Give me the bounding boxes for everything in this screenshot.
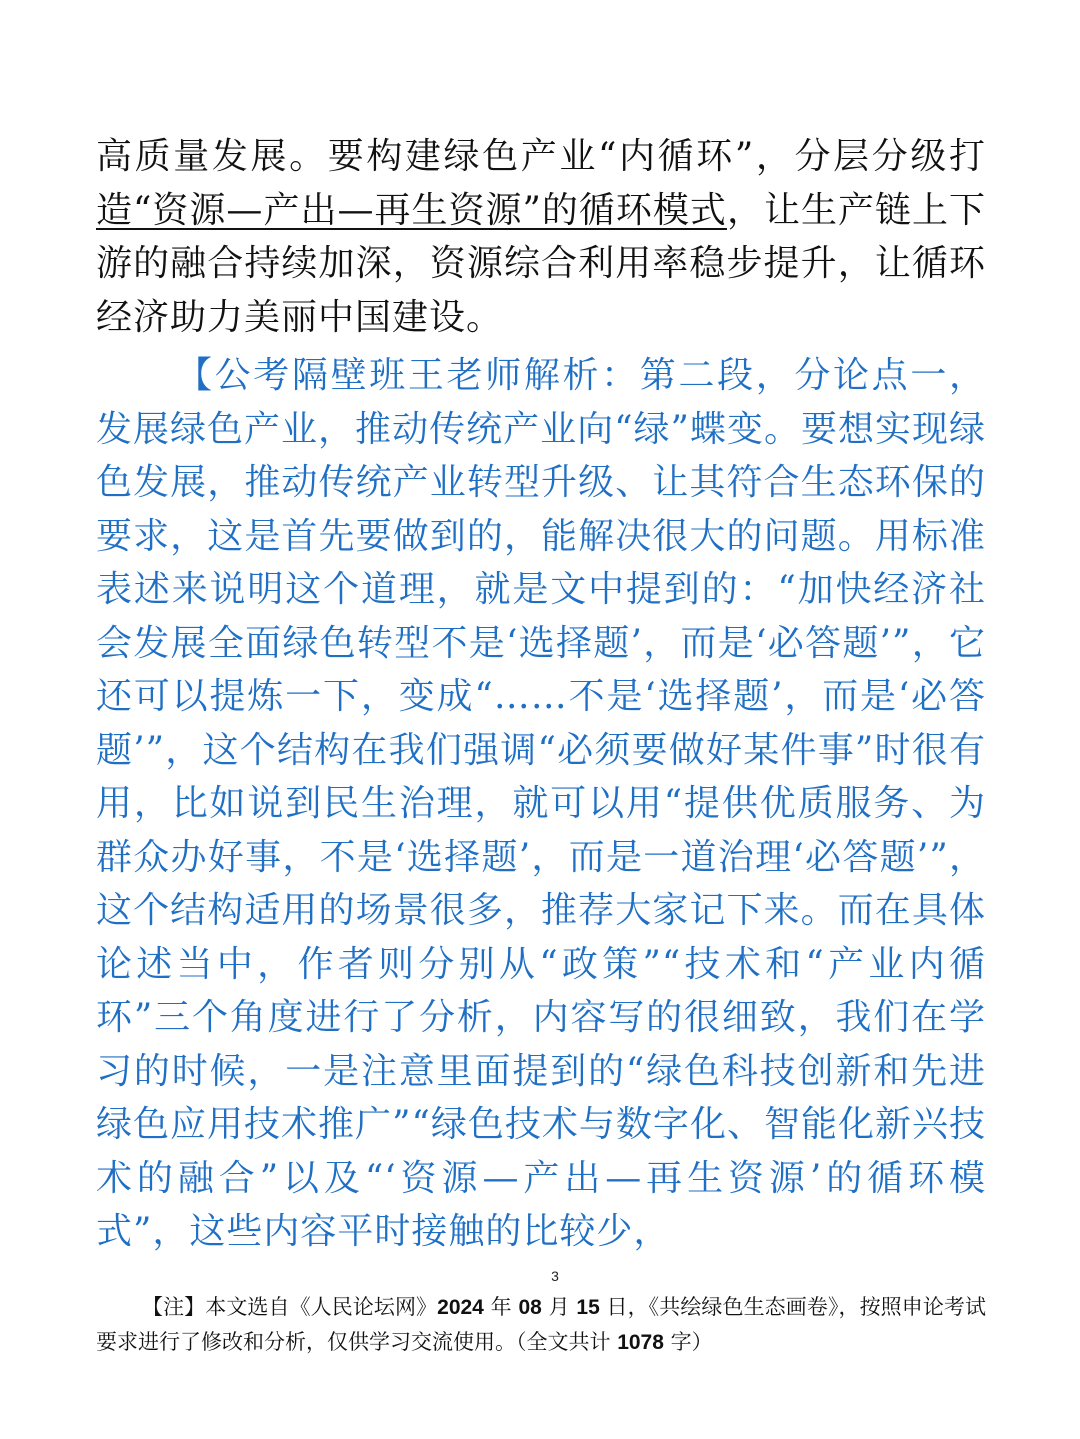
page-number: 3	[551, 1268, 559, 1284]
footnote-day: 15	[576, 1296, 600, 1319]
footnote-year: 2024	[437, 1296, 484, 1319]
footnote-count-unit: 字）	[663, 1330, 713, 1354]
underlined-phrase: 造“资源—产出—再生资源”的循环模式	[96, 189, 727, 231]
body-text-start: 高质量发展。要构建绿色产业“内循环”，分层分级打	[96, 136, 986, 177]
footnote-month-unit: 月	[541, 1295, 577, 1319]
footnote-word-count: 1078	[617, 1331, 664, 1354]
body-paragraph	[96, 130, 986, 344]
footnote-year-unit: 年	[483, 1295, 519, 1319]
footnote-month: 08	[518, 1296, 542, 1319]
footnote-suffix: 日，《共绘绿色生态画卷》，按照申论考试要求进行了修改和分析，仅供学习交流使用。（全文共计	[96, 1295, 986, 1354]
footnote-prefix: 【注】本文选自《人民论坛网》	[142, 1295, 438, 1319]
body-text-end: ，让生产链上下游的融合持续加深，资源综合利用率稳步提升，让循环经济助力美丽中国建设。	[96, 189, 986, 338]
analysis-paragraph: 【公考隔壁班王老师解析：第二段，分论点一，发展绿色产业，推动传统产业向“绿”蝶变。要想实现绿色发展，推动传统产业转型升级、让其符合生态环保的要求，这是首先要做到的，能解决很大的问题。用标准表述来说明这个道理，就是文中提到的：“加快经济社会发展全面绿色转型不是‘选择题’，而是‘必答题’”，它还可以提炼一下，变成“……不是‘选择题’，而是‘必答题’”，这个结构在我们强调“必须要做好某件事”时很有用，比如说到民生治理，就可以用“提供优质服务、为群众办好事，不是‘选择题’，而是一道治理‘必答题’”，这个结构适用的场景很多，推荐大家记下来。而在具体论述当中，作者则分别从“政策”“技术和“产业内循环”三个角度进行了分析，内容写的很细致，我们在学习的时候，一是注意里面提到的“绿色科技创新和先进绿色应用技术推广”“绿色技术与数字化、智能化新兴技术的融合”以及“‘资源—产出—再生资源’的循环模式”，这些内容平时接触的比较少，	[96, 355, 986, 1252]
footnote	[96, 1290, 986, 1360]
